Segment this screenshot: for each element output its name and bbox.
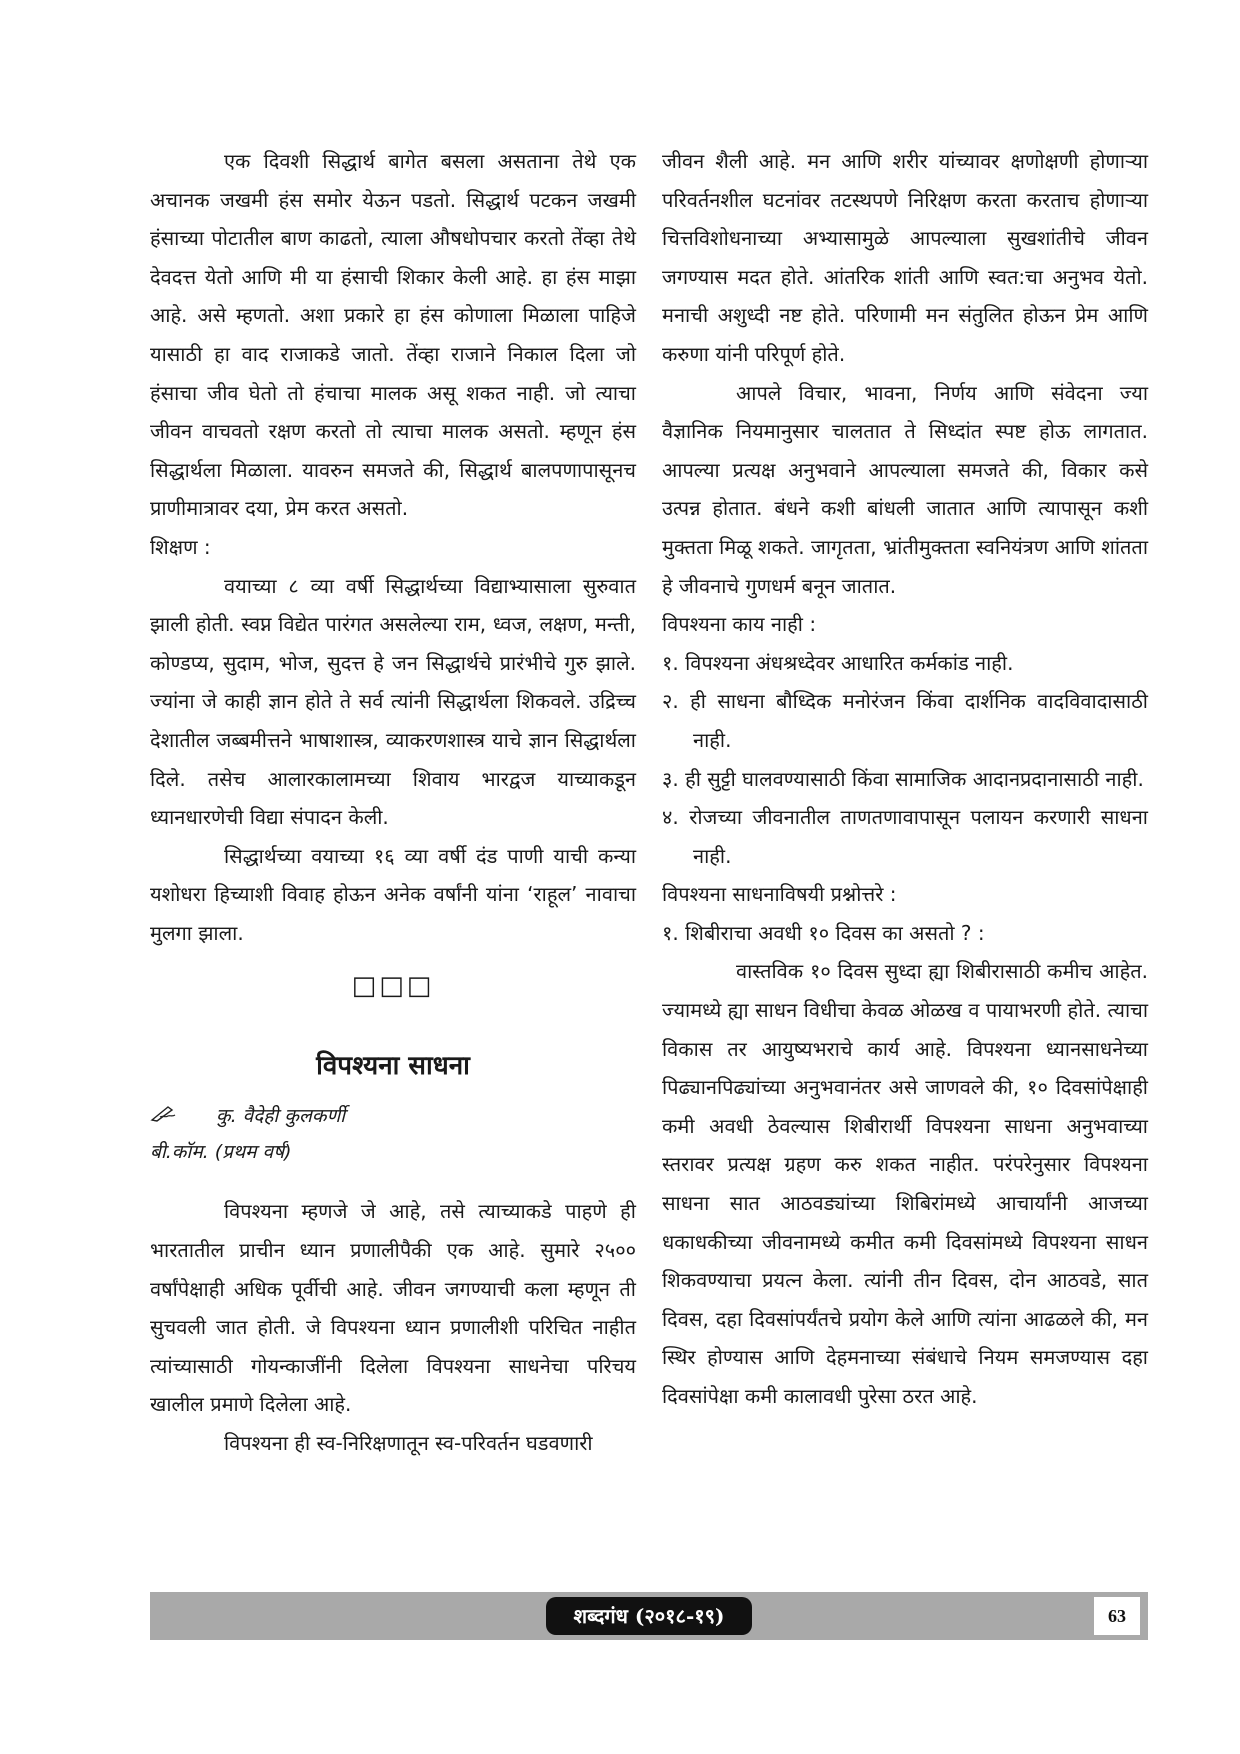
paragraph-hamsa-story: एक दिवशी सिद्धार्थ बागेत बसला असताना तेथे एक अचानक जखमी हंस समोर येऊन पडतो. सिद्धार्थ पटकन जखमी हंसाच्या पोटातील बाण काढतो, त्याला औषधोपचार करतो तेंव्हा तेथे देवदत्त येतो आणि मी या हंसाची शिकार केली आहे. हा हंस माझा आहे. असे म्हणतो. अशा प्रकारे हा हंस कोणाला मिळाला पाहिजे यासाठी हा वाद राजाकडे जातो. तेंव्हा राजाने निकाल दिला जो हंसाचा जीव घेतो तो हंचाचा मालक असू शकत नाही. जो त्याचा जीवन वाचवतो रक्षण करतो तो त्याचा मालक असतो. म्हणून हंस सिद्धार्थला मिळाला. यावरुन समजते की, सिद्धार्थ बालपणापासूनच प्राणीमात्रावर दया, प्रेम करत असतो.: [150, 149, 636, 521]
page-footer: [150, 1592, 1148, 1640]
publication-badge: शब्दगंध (२०१८-१९): [546, 1597, 752, 1635]
paragraph-education: वयाच्या ८ व्या वर्षी सिद्धार्थच्या विद्याभ्यासाला सुरुवात झाली होती. स्वप्न विद्येत पारंगत असलेल्या राम, ध्वज, लक्षण, मन्ती, कोण्डप्य, सुदाम, भोज, सुदत्त हे जन सिद्धार्थचे प्रारंभीचे गुरु झाले. ज्यांना जे काही ज्ञान होते ते सर्व त्यांनी सिद्धार्थला शिकवले. उद्रिच्च देशातील जब्बमीत्तने भाषाशास्त्र, व्याकरणशास्त्र याचे ज्ञान सिद्धार्थला दिले. तसेच आलारकालामच्या शिवाय भारद्वज याच्याकडून ध्यानधारणेची विद्या संपादन केली.: [150, 573, 636, 830]
question-one: १. शिबीराचा अवधी १० दिवस का असतो ? :: [662, 920, 985, 945]
paragraph-thoughts: आपले विचार, भावना, निर्णय आणि संवेदना ज्या वैज्ञानिक नियमानुसार चालतात ते सिध्दांत स्पष्ट होऊ लागतात. आपल्या प्रत्यक्ष अनुभवाने आपल्याला समजते की, विकार कसे उत्पन्न होतात. बंधने कशी बांधली जातात आणि त्यापासून कशी मुक्तता मिळू शकते. जागृतता, भ्रांतीमुक्तता स्वनियंत्रण आणि शांतता हे जीवनाचे गुणधर्म बनून जातात.: [662, 380, 1148, 598]
section-divider: □□□: [351, 971, 435, 1002]
paragraph-vipassana-definition: विपश्यना ही स्व-निरिक्षणातून स्व-परिवर्तन घडवणारी: [224, 1431, 593, 1456]
author-name: कु. वैदेही कुलकर्णी: [216, 1105, 346, 1128]
list-item: १. विपश्यना अंधश्रध्देवर आधारित कर्मकांड नाही.: [662, 650, 1014, 675]
list-item: ४. रोजच्या जीवनातील ताणतणावापासून पलायन करणारी साधना नाही.: [662, 805, 1148, 868]
section-heading-qa: विपश्यना साधनाविषयी प्रश्नोत्तरे :: [662, 882, 897, 907]
section-heading-what-not: विपश्यना काय नाही :: [662, 612, 817, 637]
paragraph-life-style: जीवन शैली आहे. मन आणि शरीर यांच्यावर क्षणोक्षणी होणाऱ्या परिवर्तनशील घटनांवर तटस्थपणे निरिक्षण करता करताच होणाऱ्या चित्तविशोधनाच्या अभ्यासामुळे आपल्याला सुखशांतीचे जीवन जगण्यास मदत होते. आंतरिक शांती आणि स्वत:चा अनुभव येतो. मनाची अशुध्दी नष्ट होते. परिणामी मन संतुलित होऊन प्रेम आणि करुणा यांनी परिपूर्ण होते.: [662, 149, 1148, 366]
paragraph-marriage: सिद्धार्थच्या वयाच्या १६ व्या वर्षी दंड पाणी याची कन्या यशोधरा हिच्याशी विवाह होऊन अनेक वर्षांनी यांना ‘राहूल’ नावाचा मुलगा झाला.: [150, 843, 636, 945]
list-item: २. ही साधना बौध्दिक मनोरंजन किंवा दार्शनिक वादविवादासाठी नाही.: [662, 689, 1148, 752]
page-number: 63: [1094, 1597, 1140, 1635]
section-heading-education: शिक्षण :: [150, 534, 211, 559]
author-class: बी.कॉम. (प्रथम वर्ष): [150, 1141, 292, 1164]
right-column: [662, 142, 1148, 1416]
left-column: [150, 142, 636, 1463]
article-title: विपश्यना साधना: [316, 1051, 470, 1082]
author-byline: [150, 1098, 636, 1134]
paragraph-vipassana-intro: विपश्यना म्हणजे जे आहे, तसे त्याच्याकडे पाहणे ही भारतातील प्राचीन ध्यान प्रणालीपैकी एक आहे. सुमारे २५०० वर्षांपेक्षाही अधिक पूर्वीची आहे. जीवन जगण्याची कला म्हणून ती सुचवली जात होती. जे विपश्यना ध्यान प्रणालीशी परिचित नाहीत त्यांच्यासाठी गोयन्काजींनी दिलेला विपश्यना साधनेचा परिचय खालील प्रमाणे दिलेला आहे.: [150, 1199, 636, 1417]
list-item: ३. ही सुट्टी घालवण्यासाठी किंवा सामाजिक आदानप्रदानासाठी नाही.: [662, 766, 1144, 791]
pen-writing-icon: [150, 1098, 176, 1134]
answer-one: वास्तविक १० दिवस सुध्दा ह्या शिबीरासाठी कमीच आहेत. ज्यामध्ये ह्या साधन विधीचा केवळ ओळख व पायाभरणी होते. त्याचा विकास तर आयुष्यभराचे कार्य आहे. विपश्यना ध्यानसाधनेच्या पिढ्यानपिढ्यांच्या अनुभवानंतर असे जाणवले की, १० दिवसांपेक्षाही कमी अवधी ठेवल्यास शिबीरार्थी विपश्यना साधना अनुभवाच्या स्तरावर प्रत्यक्ष ग्रहण करु शकत नाहीत. परंपरेनुसार विपश्यना साधना सात आठवड्यांच्या शिबिरांमध्ये आचार्यांनी आजच्या धकाधकीच्या जीवनामध्ये कमीत कमी दिवसांमध्ये विपश्यना साधन शिकवण्याचा प्रयत्न केला. त्यांनी तीन दिवस, दोन आठवडे, सात दिवस, दहा दिवसांपर्यंतचे प्रयोग केले आणि त्यांना आढळले की, मन स्थिर होण्यास आणि देहमनाच्या संबंधाचे नियम समजण्यास दहा दिवसांपेक्षा कमी कालावधी पुरेसा ठरत आहे.: [662, 959, 1148, 1408]
